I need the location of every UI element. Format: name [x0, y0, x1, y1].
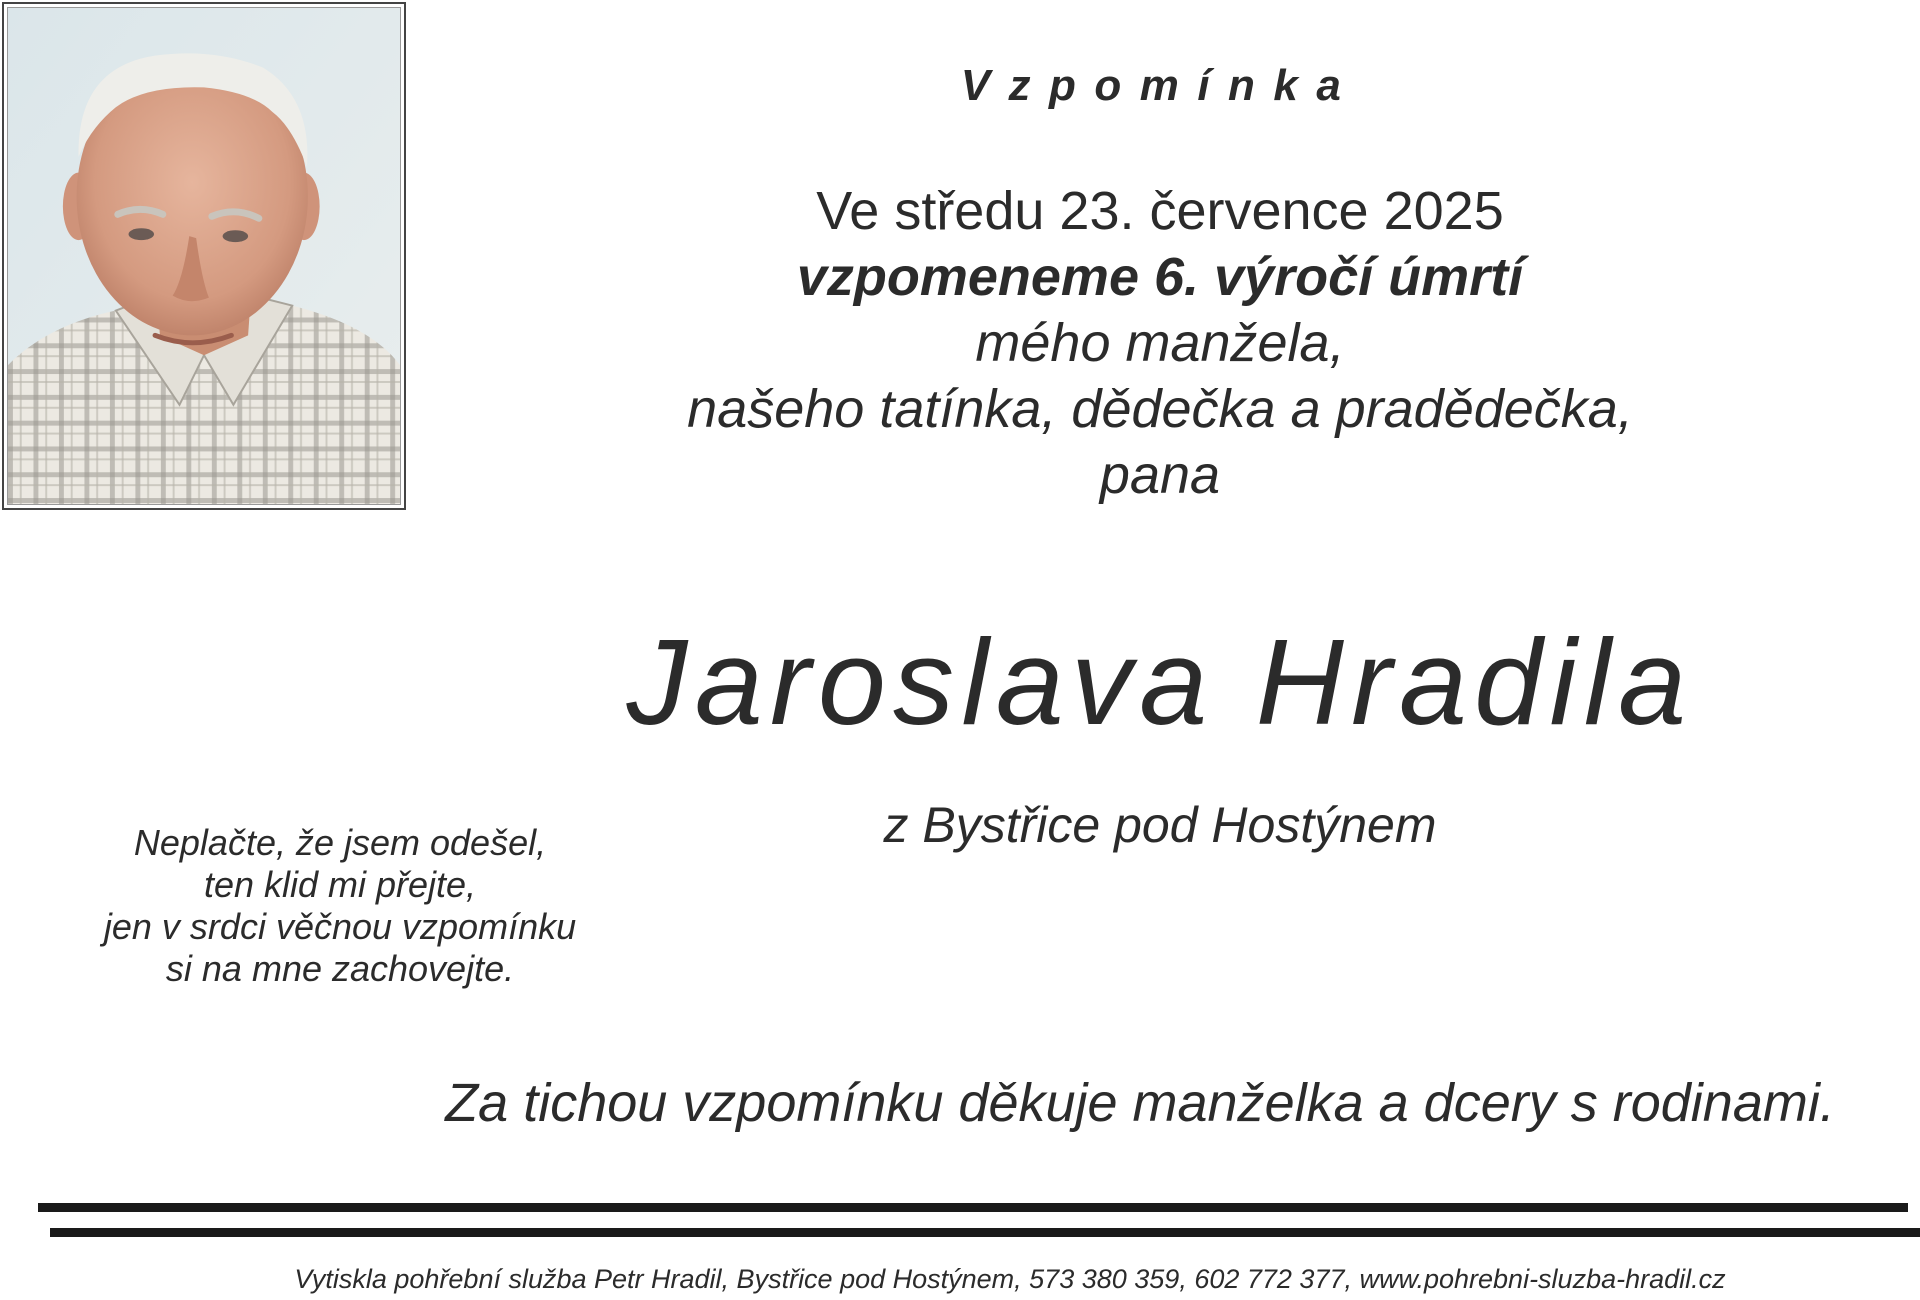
poem [70, 822, 610, 990]
portrait-photo-frame [2, 2, 406, 510]
intro-anniversary-line: vzpomeneme 6. výročí úmrtí [796, 247, 1524, 307]
heading: Vzpomínka [960, 61, 1360, 110]
intro-text [500, 178, 1820, 508]
intro-relation-line-1: mého manžela, [975, 313, 1345, 373]
intro-date-line: Ve středu 23. července 2025 [816, 181, 1504, 241]
divider-rule [50, 1228, 1920, 1237]
poem-line: jen v srdci věčnou vzpomínku [103, 906, 577, 947]
poem-line: si na mne zachovejte. [165, 948, 515, 989]
intro-honorific-line: pana [1099, 445, 1221, 505]
printer-footer: Vytiskla pohřební služba Petr Hradil, Bystřice pod Hostýnem, 573 380 359, 602 772 377, www.pohrebni-sluzba-hradil.cz [294, 1264, 1726, 1294]
hometown: z Bystřice pod Hostýnem [883, 797, 1437, 853]
deceased-name: Jaroslava Hradila [626, 614, 1694, 750]
intro-relation-line-2: našeho tatínka, dědečka a pradědečka, [687, 379, 1633, 439]
thanks-line: Za tichou vzpomínku děkuje manželka a dcery s rodinami. [445, 1073, 1835, 1133]
portrait-illustration [8, 8, 400, 504]
poem-line: Neplačte, že jsem odešel, [133, 822, 547, 863]
poem-line: ten klid mi přejte, [203, 864, 477, 905]
portrait-photo [7, 7, 401, 505]
divider-rule [38, 1203, 1908, 1212]
